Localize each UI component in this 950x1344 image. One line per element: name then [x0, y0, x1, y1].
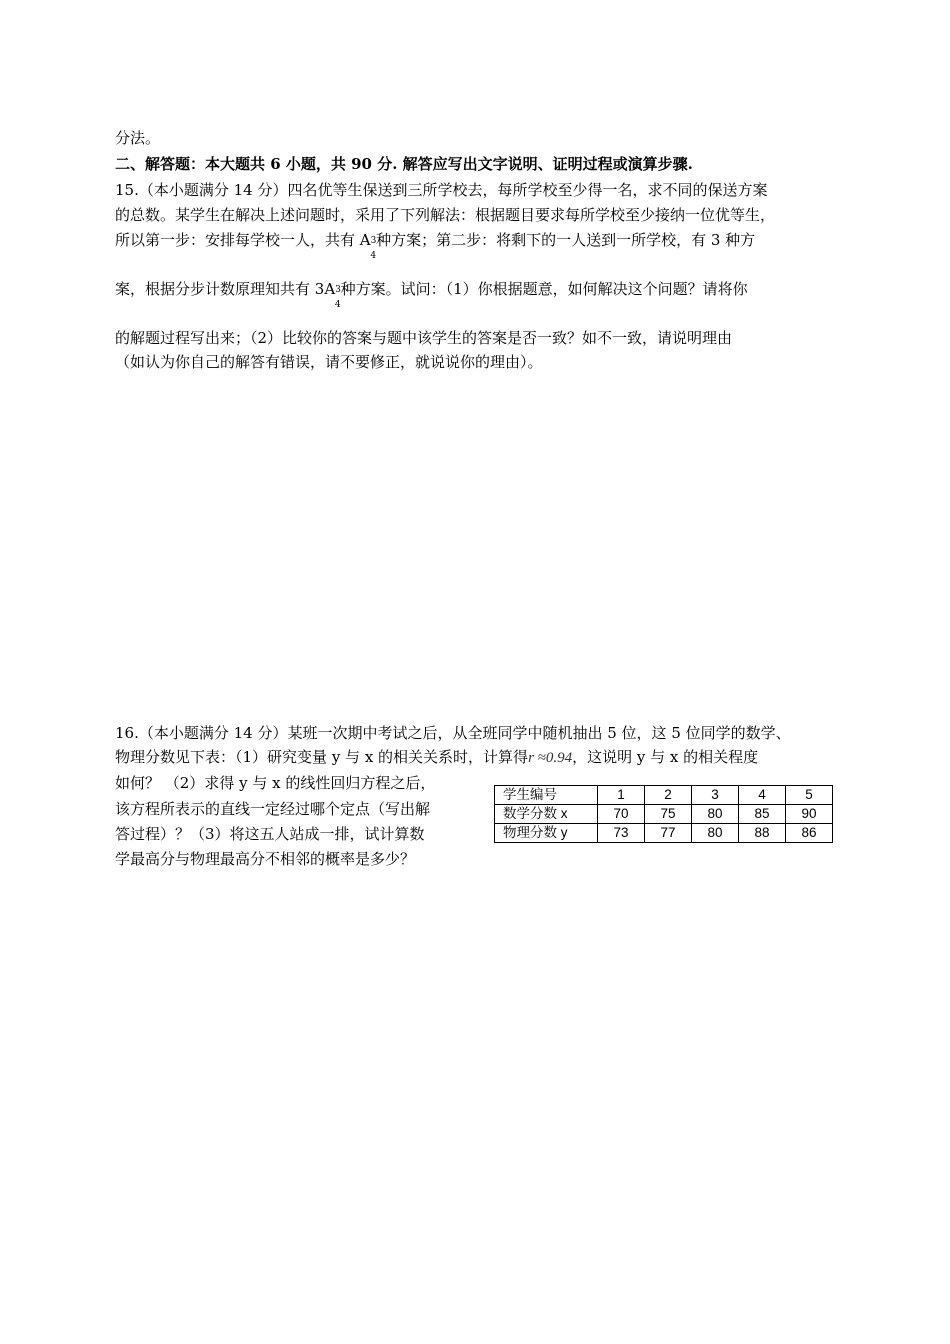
q16-line2-a: 物理分数见下表：（1）研究变量 y 与 x 的相关关系时，计算得	[115, 748, 529, 766]
q15-line3	[115, 230, 756, 261]
q15-line4-sub: 4	[334, 300, 341, 310]
q15-line4	[115, 279, 748, 310]
table-cell: 86	[786, 824, 833, 843]
table-cell: 3	[692, 786, 739, 805]
score-table	[494, 785, 833, 843]
table-cell: 80	[692, 805, 739, 824]
table-cell: 4	[739, 786, 786, 805]
table-cell: 75	[645, 805, 692, 824]
q15-line6: （如认为你自己的解答有错误，请不要修正，就说说你的理由）。	[115, 353, 543, 371]
table-cell: 1	[598, 786, 645, 805]
table-cell: 5	[786, 786, 833, 805]
correlation-value: r ≈0.94	[528, 750, 573, 766]
math-label: 数学分数 x	[495, 805, 598, 824]
table-cell: 2	[645, 786, 692, 805]
q16-line6: 学最高分与物理最高分不相邻的概率是多少？	[115, 850, 416, 868]
q16-line2	[115, 747, 758, 768]
q15-line2: 的总数。某学生在解决上述问题时，采用了下列解法：根据题目要求每所学校至少接纳一位优等生，	[115, 206, 776, 224]
q15-line3-b: 种方案；第二步：将剩下的一人送到一所学校，有 3 种方	[376, 231, 756, 249]
q15-line4-sup: 3	[335, 285, 341, 295]
q16-line5: 答过程）？（3）将这五人站成一排，试计算数	[115, 825, 425, 843]
table-cell: 73	[598, 824, 645, 843]
q15-line5: 的解题过程写出来；（2）比较你的答案与题中该学生的答案是否一致？如不一致，请说明理由	[115, 329, 733, 347]
q16-line4: 该方程所表示的直线一定经过哪个定点（写出解	[115, 800, 431, 818]
table-cell: 80	[692, 824, 739, 843]
q15-line3-sub: 4	[370, 251, 377, 261]
table-cell: 88	[739, 824, 786, 843]
table-cell: 85	[739, 805, 786, 824]
q15-line3-a: 所以第一步：安排每学校一人，共有 A	[115, 231, 371, 249]
table-cell: 77	[645, 824, 692, 843]
q15-line4-a: 案，根据分步计数原理知共有 3A	[115, 280, 336, 298]
section-heading: 二、解答题：本大题共 6 小题，共 90 分. 解答应写出文字说明、证明过程或演算步骤.	[115, 155, 693, 173]
table-row-ids	[495, 786, 833, 805]
table-cell: 90	[786, 805, 833, 824]
table-row-physics	[495, 824, 833, 843]
q15-line1: 15.（本小题满分 14 分）四名优等生保送到三所学校去，每所学校至少得一名，求不同的保送方案	[115, 181, 768, 199]
q16-line2-b: ，这说明 y 与 x 的相关程度	[572, 748, 759, 766]
q16-line1: 16.（本小题满分 14 分）某班一次期中考试之后，从全班同学中随机抽出 5 位，这 5 位同学的数学、	[115, 724, 791, 742]
table-row-math	[495, 805, 833, 824]
header-label: 学生编号	[495, 786, 598, 805]
intro-tail: 分法。	[115, 129, 161, 147]
q15-line3-sup: 3	[370, 236, 377, 246]
physics-label: 物理分数 y	[495, 824, 598, 843]
table-cell: 70	[598, 805, 645, 824]
q16-line3: 如何？ （2）求得 y 与 x 的线性回归方程之后，	[115, 774, 436, 792]
q15-line4-b: 种方案。试问：（1）你根据题意，如何解决这个问题？请将你	[340, 280, 748, 298]
